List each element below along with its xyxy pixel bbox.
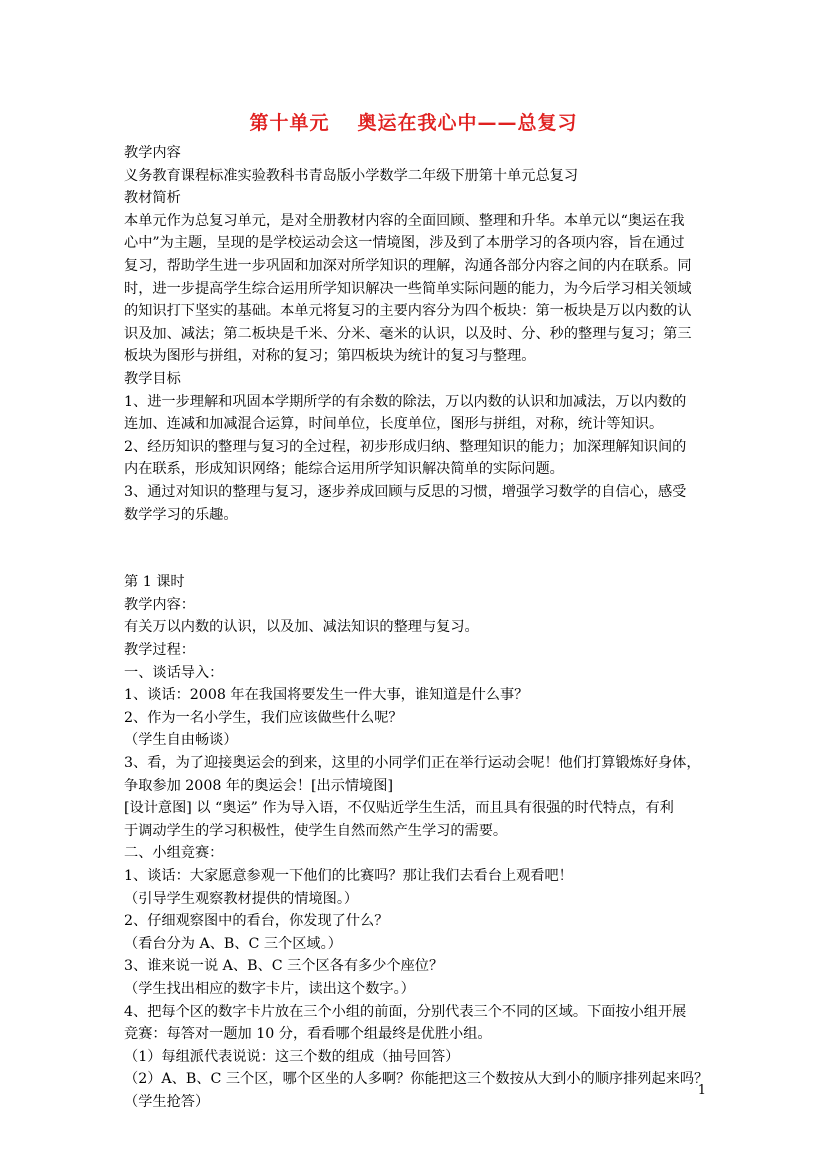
text-line: （学生自由畅谈）	[124, 732, 238, 749]
text-line: （引导学生观察教材提供的情境图。）	[124, 890, 359, 907]
text-line: 教学内容	[124, 145, 181, 161]
text-line: 有关万以内数的认识，以及加、减法知识的整理与复习。	[124, 619, 479, 636]
text-line: 内在联系，形成知识网络；能综合运用所学知识解决简单的实际问题。	[124, 461, 564, 478]
text-line: 连加、连减和加减混合运算，时间单位，长度单位，图形与拼组，对称，统计等知识。	[124, 416, 664, 433]
text-line: 4、把每个区的数字卡片放在三个小组的前面，分别代表三个不同的区域。下面按小组开展	[124, 1003, 687, 1020]
text-line: （2）A、B、C 三个区，哪个区坐的人多啊？你能把这三个数按从大到小的顺序排列起来吗？	[124, 1071, 709, 1088]
text-line: 教学过程：	[124, 642, 195, 659]
text-line: 3、通过对知识的整理与复习，逐步养成回顾与反思的习惯，增强学习数学的自信心，感受	[124, 483, 687, 500]
blank-line	[124, 549, 704, 572]
blank-line	[124, 526, 704, 549]
text-line: 教学内容：	[124, 596, 195, 613]
text-line: （学生找出相应的数字卡片，读出这个数字。）	[124, 980, 415, 997]
text-line: 的知识打下坚实的基础。本单元将复习的主要内容分为四个板块：第一板块是万以内数的认	[124, 303, 692, 320]
text-line: 3、谁来说一说 A、B、C 三个区各有多少个座位？	[124, 958, 444, 975]
text-line: 一、谈话导入：	[124, 664, 224, 681]
text-line: （1）每组派代表说说：这三个数的组成（抽号回答）	[124, 1048, 460, 1065]
text-line: 2、仔细观察图中的看台，你发现了什么？	[124, 913, 389, 930]
text-line: （看台分为 A、B、C 三个区域。）	[124, 935, 342, 952]
text-line: 义务教育课程标准实验教科书青岛版小学数学二年级下册第十单元总复习	[124, 167, 579, 184]
title-unit: 第十单元	[249, 112, 330, 134]
text-line: 数学学习的乐趣。	[124, 506, 238, 523]
text-line: 本单元作为总复习单元，是对全册教材内容的全面回顾、整理和升华。本单元以“奥运在我	[124, 212, 685, 229]
text-line: 第 1 课时	[124, 574, 185, 591]
text-line: 1、进一步理解和巩固本学期所学的有余数的除法，万以内数的认识和加减法，万以内数的	[124, 393, 687, 410]
text-line: 2、经历知识的整理与复习的全过程，初步形成归纳、整理知识的能力；加深理解知识间的	[124, 438, 687, 455]
text-line: 识及加、减法；第二板块是千米、分米、毫米的认识，以及时、分、秒的整理与复习；第三	[124, 325, 692, 342]
page-number: 1	[697, 1083, 706, 1098]
text-line: 板块为图形与拼组，对称的复习；第四板块为统计的复习与整理。	[124, 348, 536, 365]
text-line: [设计意图] 以 “奥运” 作为导入语，不仅贴近学生生活，而且具有很强的时代特点，有利	[124, 800, 674, 817]
text-line: 于调动学生的学习积极性，使学生自然而然产生学习的需要。	[124, 822, 508, 839]
text-line: 1、谈话：大家愿意参观一下他们的比赛吗？那让我们去看台上观看吧！	[124, 868, 573, 884]
text-line: 3、看，为了迎接奥运会的到来，这里的小同学们正在举行运动会呢！他们打算锻炼好身体，	[124, 755, 701, 772]
text-line: 竞赛：每答对一题加 10 分，看看哪个组最终是优胜小组。	[124, 1026, 492, 1043]
text-line: （学生抢答）	[124, 1093, 210, 1110]
page-title	[0, 108, 827, 135]
text-line: 2、作为一名小学生，我们应该做些什么呢？	[124, 709, 403, 726]
text-line: 二、小组竞赛：	[124, 845, 224, 862]
text-line: 时，进一步提高学生综合运用所学知识解决一些简单实际问题的能力，为今后学习相关领域	[124, 280, 692, 297]
text-line: 1、谈话：2008 年在我国将要发生一件大事，谁知道是什么事？	[124, 687, 529, 704]
text-line: 教材简析	[124, 190, 181, 207]
text-line: 复习，帮助学生进一步巩固和加深对所学知识的理解，沟通各部分内容之间的内在联系。同	[124, 257, 692, 274]
text-line: 争取参加 2008 年的奥运会！[出示情境图]	[124, 777, 394, 794]
title-topic: 奥运在我心中——总复习	[357, 112, 578, 134]
document-body	[124, 142, 709, 1114]
text-line: 心中”为主题，呈现的是学校运动会这一情境图，涉及到了本册学习的各项内容，旨在通过	[124, 235, 685, 252]
text-line: 教学目标	[124, 370, 181, 387]
